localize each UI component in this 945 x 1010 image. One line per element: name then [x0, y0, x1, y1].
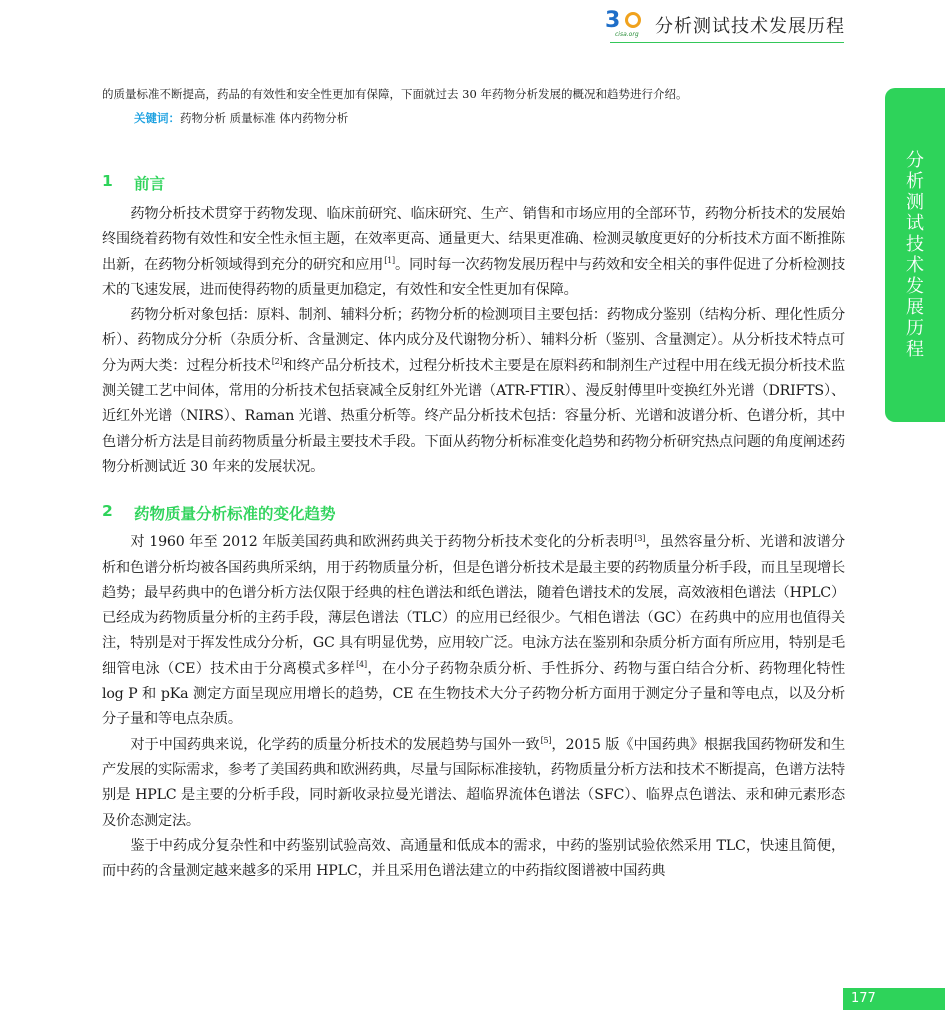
page-number: 177 — [843, 988, 945, 1010]
section-number: 2 — [102, 502, 113, 521]
paragraph-text: ，虽然容量分析、光谱和波谱分析和色谱分析均被各国药典所采纳，用于药物质量分析，但是色谱分析技术是最主要的药物质量分析手段，而且呈现增长趋势；最早药典中的色谱分析方法仅限于经典的柱色谱法和纸色谱法，随着色谱技术的发展，高效液相色谱法（HPLC）已经成为药物质量分析的主药手段，薄层色谱法（TLC）的应用已经很少。气相色谱法（GC）在药典中的应用也值得关注，特别是对于挥发性成分分析，GC 具有明显优势，应用较广泛。电泳方法在鉴别和杂质分析方面有所应用，特别是毛细管电泳（CE）技术由于分离模式多样 — [102, 534, 846, 677]
logo-number: 3 — [605, 8, 620, 33]
section-number: 1 — [102, 172, 113, 190]
side-tab-char: 测 — [906, 192, 924, 213]
paragraph-text: 和终产品分析技术，过程分析技术主要是在原料药和制剂生产过程中用在线无损分析技术监测关键工艺中间体，常用的分析技术包括衰减全反射红外光谱（ATR-FTIR）、漫反射傅里叶变换红外光谱（DRIFTS）、近红外光谱（NIRS）、Raman 光谱、热重分析等。终产品分析技术包括：容量分析、光谱和波谱分析、色谱分析，其中色谱分析方法是目前药物质量分析最主要技术手段。下面从药物分析标准变化趋势和药物分析研究热点问题的角度阐述药物分析测试近 30 年来的发展状况。 — [102, 357, 845, 475]
paragraph-text: 对 1960 年至 2012 年版美国药典和欧洲药典关于药物分析技术变化的分析表明 — [130, 534, 634, 551]
citation-ref: [4] — [356, 660, 367, 670]
section-1-heading — [102, 172, 845, 194]
keywords-text: 药物分析 质量标准 体内药物分析 — [180, 111, 349, 125]
header-title: 分析测试技术发展历程 — [655, 16, 845, 37]
paragraph — [102, 530, 845, 732]
paragraph — [102, 303, 845, 480]
logo-ring-icon — [625, 12, 641, 28]
paragraph: 鉴于中药成分复杂性和中药鉴别试验高效、高通量和低成本的需求，中药的鉴别试验依然采用 TLC，快速且简便，而中药的含量测定越来越多的采用 HPLC，并且采用色谱法建立的中药指纹图谱被中国药典 — [102, 837, 845, 880]
citation-ref: [3] — [634, 533, 646, 543]
article-content — [102, 84, 845, 884]
citation-ref: [5] — [540, 735, 552, 745]
side-tab-char: 展 — [906, 297, 924, 318]
abstract-tail: 的质量标准不断提高，药品的有效性和安全性更加有保障，下面就过去 30 年药物分析发展的概况和趋势进行介绍。 — [102, 87, 688, 101]
side-tab — [885, 88, 945, 422]
paragraph-text: 对于中国药典来说，化学药的质量分析技术的发展趋势与国外一致 — [130, 736, 540, 753]
anniversary-logo — [605, 8, 649, 38]
side-tab-char: 历 — [906, 318, 924, 339]
paragraph — [102, 202, 845, 303]
section-2-heading — [102, 502, 845, 524]
header-rule — [610, 42, 844, 43]
paragraph — [102, 733, 845, 834]
logo-subtext: cisa.org — [615, 31, 639, 38]
citation-ref: [2] — [271, 357, 283, 367]
section-title: 前言 — [134, 175, 166, 193]
side-tab-char: 技 — [906, 234, 924, 255]
side-tab-char: 程 — [906, 339, 924, 360]
section-2-body — [102, 530, 845, 884]
keywords-label: 关键词： — [134, 111, 180, 125]
paragraph-text: 。同时每一次药物发展历程中与药效和安全相关的事件促进了分析检测技术的飞速发展，进而使得药物的质量更加稳定，有效性和安全性更加有保障。 — [102, 256, 845, 298]
side-tab-char: 发 — [906, 276, 924, 297]
section-title: 药物质量分析标准的变化趋势 — [134, 505, 336, 524]
section-1-body — [102, 202, 845, 480]
side-tab-char: 试 — [906, 213, 924, 234]
paragraph-text: 药物分析对象包括：原料、制剂、辅料分析；药物分析的检测项目主要包括：药物成分鉴别（结构分析、理化性质分析）、药物成分分析（杂质分析、含量测定、体内成分及代谢物分析）、辅料分析（鉴别、含量测定）。从分析技术特点可分为两大类：过程分析技术 — [102, 307, 845, 374]
side-tab-char: 术 — [906, 255, 924, 276]
paragraph-text: ，在小分子药物杂质分析、手性拆分、药物与蛋白结合分析、药物理化特性 log P 和 pKa 测定方面呈现应用增长的趋势，CE 在生物技术大分子药物分析方面用于测定分子量和等电点，以及分析分子量和等电点杂质。 — [102, 660, 845, 728]
keywords — [134, 108, 845, 128]
side-tab-char: 分 — [906, 150, 924, 171]
citation-ref: [1] — [384, 255, 395, 265]
page-header — [605, 8, 845, 38]
side-tab-char: 析 — [906, 171, 924, 192]
paragraph-text: ，2015 版《中国药典》根据我国药物研发和生产发展的实际需求，参考了美国药典和欧洲药典，尽量与国际标准接轨，药物质量分析方法和技术不断提高，色谱方法特别是 HPLC 是主要的分析手段，同时新收录拉曼光谱法、超临界流体色谱法（SFC）、临界点色谱法、汞和砷元素形态及价态测定法。 — [102, 736, 845, 829]
paragraph-text: 药物分析技术贯穿于药物发现、临床前研究、临床研究、生产、销售和市场应用的全部环节，药物分析技术的发展始终围绕着药物有效性和安全性永恒主题，在效率更高、通量更大、结果更准确、检测灵敏度更好的分析技术方面不断推陈出新，在药物分析领域得到充分的研究和应用 — [102, 206, 845, 273]
